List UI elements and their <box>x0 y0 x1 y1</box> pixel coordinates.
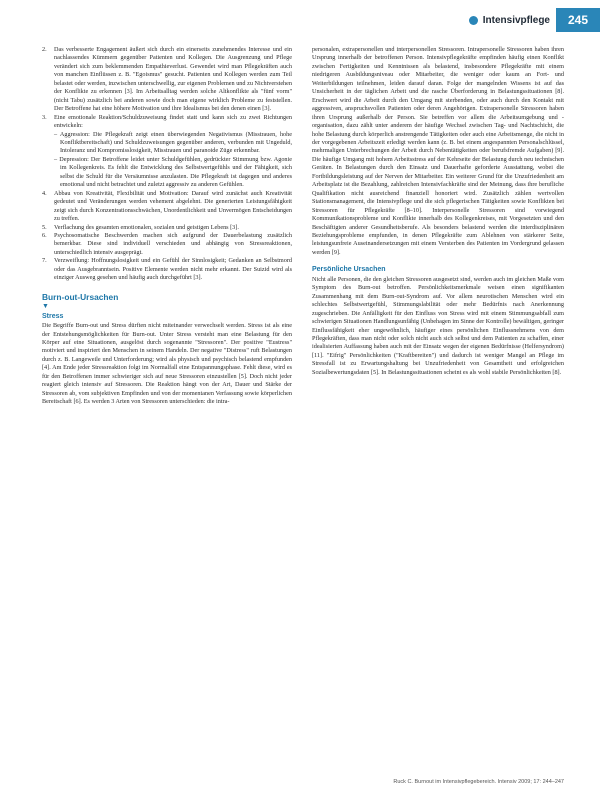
list-item: 6. Psychosomatische Beschwerden machen sich aufgrund der Dauerbelastung zusätzlich bemerkbar. Diese sind individuell verschieden und abhängig von Stressreaktionen, unterschiedlich intensiv ausgeprägt. <box>42 231 292 256</box>
body-paragraph: Die Begriffe Burn-out und Stress dürften nicht miteinander verwechselt werden. Stress ist als eine der Entstehungsmöglichkeiten für Burn-out. Unter Stress versteht man eine Belastung für den Körper auf eine Situationen, ausgelöst durch sogenannte "Stressoren". Der positive "Eustress" motiviert und inspiriert den Menschen in seinem Handeln. Der negative "Distress" ruft Belastungen durch z. B. Langeweile und Unterforderung; wird als physisch und psychisch belastend empfunden [4]. Am Ende jeder Stressreaktion folgt im Normalfall eine Entspannungsphase. Fehlt diese, wird es für den Betroffenen immer schwieriger sich auf neue Stressoren einzustellen [5]. Doch nicht jeder reagiert gleich intensiv auf Stressoren. Die Reaktion hängt von der Art, Dauer und Stärke der Stressoren ab, vom subjektiven Empfinden und von der momentanen Verfassung sowie körperlichen Bereitschaft [6]. Es werden 3 Arten von Stressoren unterschieden: die intra- <box>42 322 292 406</box>
right-column <box>312 46 564 377</box>
symptom-list <box>42 46 292 131</box>
body-paragraph: personalen, extrapersonellen und interpersonellen Stressoren. Intrapersonelle Stressoren haben ihren Ursprung innerhalb der betroffenen Person. Intensivpflegekräfte empfinden häufig einen Konflikt zwischen Fertigkeiten und Kenntnissen als belastend, insbesondere Pflegekräfte mit einem niedrigeren Ausbildungsniveau oder Mitarbeiter, die weniger oder kaum an Fort- und Weiterbildungen teilnehmen, leiden darauf daran. Folge der mangelnden Wissens ist auf das Unsicherheit in der täglichen Arbeit und die rasche Überforderung in Belastungssituationen [8]. Erschwert wird die Arbeit durch den Umgang mit sterbenden, oder auch durch den Kontakt mit aggressiven, anspruchsvollen Patienten oder deren Angehörigen. Extrapersonelle Stressoren haben ihren Ursprung außerhalb der Person. Sie betreffen vor allem die Arbeitsumgebung und -organisation, dazu zählt unter anderem der häufige Wechsel zwischen Tag- und Nachtschicht, die hohe Belastung durch körperlich anstrengende Tätigkeiten oder auch eine Arbeitsmenge, die nicht in der vorgegebenen Arbeitszeit erledigt werden kann (z. B. bei einem angespannten Personalschlüssel, mehrmaligen Unterbrechungen der Arbeit durch Nebentätigkeiten oder berufsfremde Aufgaben) [9]. Die häufige Umgang mit hohem Arbeitsstress auf der Kehrseite der Belastung durch neu technischen Geräten. In Belastungen durch den Einsatz und Dauerhafte geforderte Ausstattung, wobei die Fortbildungsleistung auf der Nerven der Mitarbeiter. Ein weiterer Grund für die Unzufriedenheit am Arbeitsplatz ist die Bezahlung, zahlreichen Intensivfachkräfte sind der Meinung, dass ihre berufliche Qualifikation nicht ausreichend finanziell honoriert wird. Zusätzlich zählen wertvollen Stationsmanagement, die Intensivpflege und die sich pflegerischen Tätigkeiten sowie Konflikten bei Stressoren für Pflegekräfte [8–10]. Interpersonelle Stressoren sind vorwiegend Kommunikationsprobleme und Konflikte innerhalb des Kollegenkreises, mit Vorgesetzten und den Beschäftigten anderer Gesundheitsberufe. Als besonders belastend werden die interdisziplinären Beziehungsprobleme empfunden, in denen Pflegekräfte zum Ablehnen von stärkerer Seite, leistungsunfreie Auseinandersetzungen mit einem Versterben des Patienten im Vordergrund gelassen werden [9]. <box>312 46 564 256</box>
list-item: 5. Verflachung des gesamten emotionalen, sozialen und geistigen Lebens [3]. <box>42 223 239 231</box>
subsection-heading: Stress <box>42 312 64 320</box>
arrow-down-icon: ▼ <box>42 303 49 311</box>
section-marker-icon <box>469 16 478 25</box>
list-item: 2. Das verbesserte Engagement äußert sich durch ein einerseits zunehmendes Interesse und ein nachlassendes Kümmern gegenüber Patienten und Kollegen. Die Ausgrenzung und Pflege verändert sich zum beklemmenden Empathieverlust. Gewendet wird man Pflegekräften auch von manchen Einflüssen z. B. "Egoismus" gesucht. Patienten und Kollegen werden zum Teil belastet oder werden, inzwischen unterschwellig, zur eigenen Problemen und zu Nichtverstehen der Konflikte zu erkennen [3]. Im Arbeitsalltag werden solche Altkonflikte als "fünf vorm" (nicht Tabu) zusätzlich bei anderen sowie doch man eigene wirklich Probleme zu feststellen. Der Betroffene hat eine höhere Motivation und ihre Idealismus bei den denen einen [3]. <box>42 46 292 113</box>
list-item: 4. Abbau von Kreativität, Flexibilität und Motivation: Darauf wird zunächst auch Kreativität gedeutet und Veränderungen werden vehement abgelehnt. Die generierten Leistungsfähigkeit zeigt sich durch Konzentrationsschwächen, Unordentlichkeit und Unvermögen Entscheidungen zu treffen. <box>42 189 292 223</box>
sub-list-item: – Depression: Der Betroffene leidet unter Schuldgefühlen, gedrückter Stimmung bzw. Agonie im Kollegenkreis. Es fehlt die Entwicklung des Selbstwertgefühls und der Fähigkeit, sich selbst die Schuld für die Versäumnisse anzulasten. Die Pflegekraft ist dagegen und anderes emotional und nicht betrachtet und zuletzt aggressiv zu anderen Gefühlen. <box>54 155 292 189</box>
symptom-list-continued <box>42 190 292 283</box>
section-heading: Burn-out-Ursachen <box>42 291 119 302</box>
body-paragraph: Nicht alle Personen, die den gleichen Stressoren ausgesetzt sind, werden auch im gleichen Maße vom Symptom des Burn-out betroffen. Persönlichkeitsmerkmale weisen einen signifikanten Zusammenhang mit dem Burn-out-Syndrom auf. Vor allem neurotischen Menschen wird ein schlechtes Selbstwertgefühl, Stimmungslabilität oder mehr Bedürfnis nach Anerkennung zugeschrieben. Die Anfälligkeit für den Einfluss von Stress wird mit einem Stimmungsabfall zum schwierigen Situationen Handlungsunfähig (Unbehagen im Sinne der Kontrolle) bewältigen, geringer Einflussfähigkeit eher ungewöhnlich, häufiger eines persönlichen Einflussnehmens von dem Pflegekräften, dass man nicht oder solch nicht auch sich selbst und dem Patienten zu schaffen, einer idealisierten Auffassung haben auch mit der Einsatz wegen der eigenen Bedürfnisse (Helfersyndrom) [11]. "Eifrig" Persönlichkeiten ("Kraftbereiten") und dadurch ist weniger Mangel an Pflege im Stressfall ist zu Erwartungshaltung bei Unzufriedenheit von Gesamtheit und erfolgreichen Sozialbewertungsdaten [5]. In Belastungssituationen scheint es als wohl stabile Persönlichkeiten [8]. <box>312 275 564 376</box>
page-number: 245 <box>556 8 600 32</box>
sub-list-item: – Aggression: Die Pflegekraft zeigt einen überwiegenden Negativismus (Misstrauen, hohe Konfliktbereitschaft) und Schuldzuweisungen gegenüber anderen, verbunden mit Ungeduld, Intoleranz und Kompromisslosigkeit, Misstrauen und paranoide Züge erkennbar. <box>54 130 292 155</box>
subsection-heading: Persönliche Ursachen <box>312 266 386 274</box>
list-item: 7. Verzweiflung: Hoffnungslosigkeit und ein Gefühl der Sinnlosigkeit; Gedanken an Selbstmord oder das Ausgebranntsein. Positive Elemente werden nicht mehr erkannt. Der Suizid wird als einziger Ausweg gesehen und häufig auch durchgeführt [3]. <box>42 257 292 282</box>
page-header <box>469 8 600 32</box>
running-title: Intensivpflege <box>482 14 550 26</box>
sub-list <box>42 131 292 190</box>
list-item: 3. Eine emotionale Reaktion/Schuldzuweisung findet statt und kann sich zu zwei Richtungen entwickeln: <box>42 113 292 130</box>
footer-citation: Ruck C. Burnout im Intensivpflegebereich. Intensiv 2009; 17: 244–247 <box>393 779 564 785</box>
left-column <box>42 46 292 407</box>
